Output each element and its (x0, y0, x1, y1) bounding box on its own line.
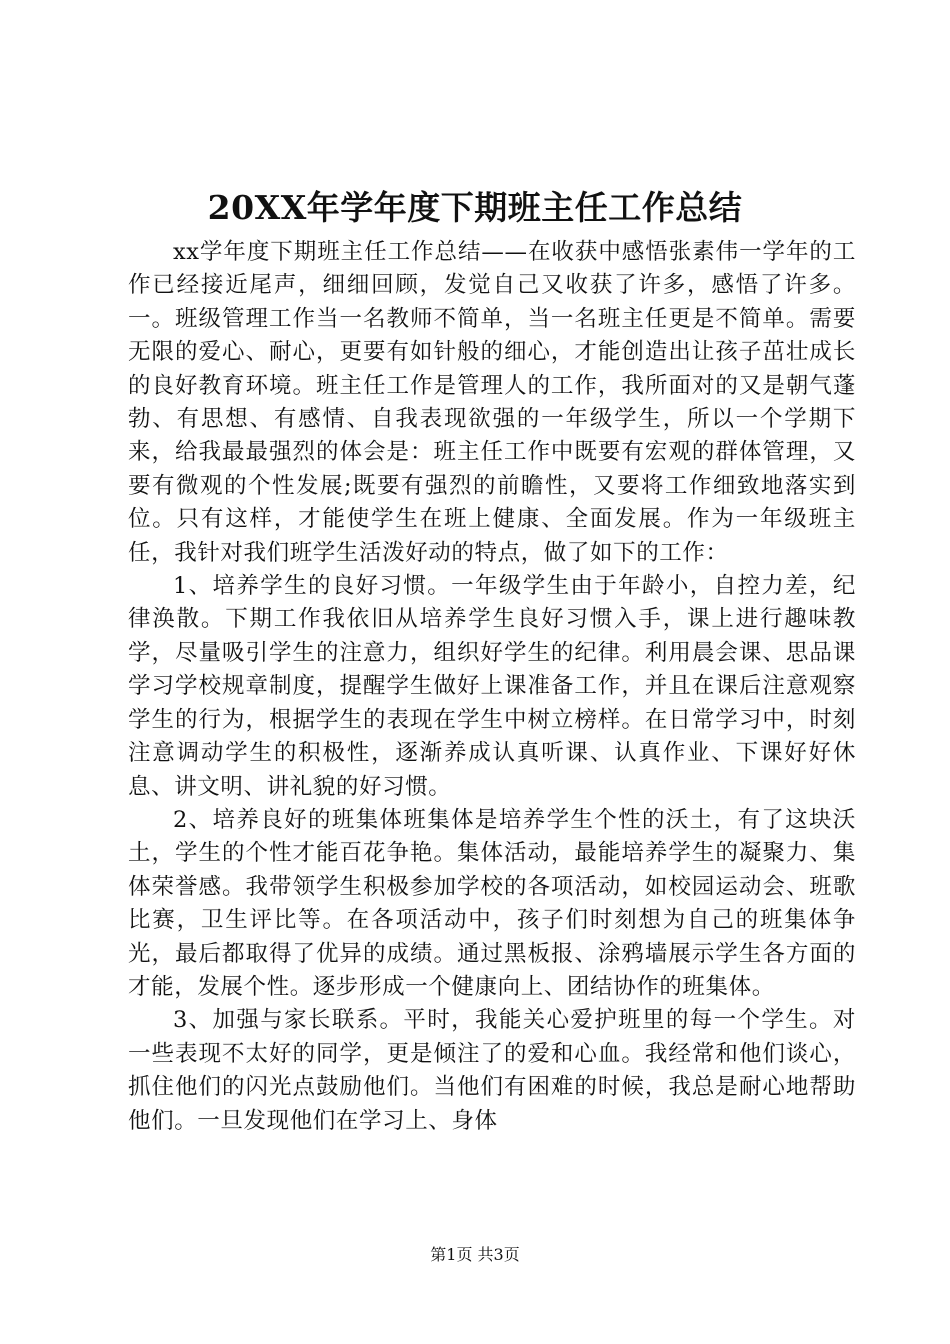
page-number-footer: 第1页 共3页 (430, 1245, 520, 1264)
paragraph-class-collective: 2、培养良好的班集体班集体是培养学生个性的沃土，有了这块沃土，学生的个性才能百花争艳。集体活动，最能培养学生的凝聚力、集体荣誉感。我带领学生积极参加学校的各项活动，如校园运动会、班歌比赛，卫生评比等。在各项活动中，孩子们时刻想为自己的班集体争光，最后都取得了优异的成绩。通过黑板报、涂鸦墙展示学生各方面的才能，发展个性。逐步形成一个健康向上、团结协作的班集体。 (128, 806, 856, 1000)
paragraph-intro: xx学年度下期班主任工作总结——在收获中感悟张素伟一学年的工作已经接近尾声，细细回顾，发觉自己又收获了许多，感悟了许多。一。班级管理工作当一名教师不简单，当一名班主任更是不简单。需要无限的爱心、耐心，更要有如针般的细心，才能创造出让孩子茁壮成长的良好教育环境。班主任工作是管理人的工作，我所面对的又是朝气蓬勃、有思想、有感情、自我表现欲强的一年级学生，所以一个学期下来，给我最最强烈的体会是：班主任工作中既要有宏观的群体管理，又要有微观的个性发展;既要有强烈的前瞻性，又要将工作细致地落实到位。只有这样，才能使学生在班上健康、全面发展。作为一年级班主任，我针对我们班学生活泼好动的特点，做了如下的工作： (128, 239, 856, 566)
document-body (128, 236, 856, 1138)
document-title: 20XX年学年度下期班主任工作总结 (207, 188, 743, 227)
paragraph-parent-contact: 3、加强与家长联系。平时，我能关心爱护班里的每一个学生。对一些表现不太好的同学，更是倾注了的爱和心血。我经常和他们谈心，抓住他们的闪光点鼓励他们。当他们有困难的时候，我总是耐心地帮助他们。一旦发现他们在学习上、身体 (128, 1007, 856, 1134)
paragraph-habits: 1、培养学生的良好习惯。一年级学生由于年龄小，自控力差，纪律涣散。下期工作我依旧从培养学生良好习惯入手，课上进行趣味教学，尽量吸引学生的注意力，组织好学生的纪律。利用晨会课、思品课学习学校规章制度，提醒学生做好上课准备工作，并且在课后注意观察学生的行为，根据学生的表现在学生中树立榜样。在日常学习中，时刻注意调动学生的积极性，逐渐养成认真听课、认真作业、下课好好休息、讲文明、讲礼貌的好习惯。 (128, 573, 856, 800)
